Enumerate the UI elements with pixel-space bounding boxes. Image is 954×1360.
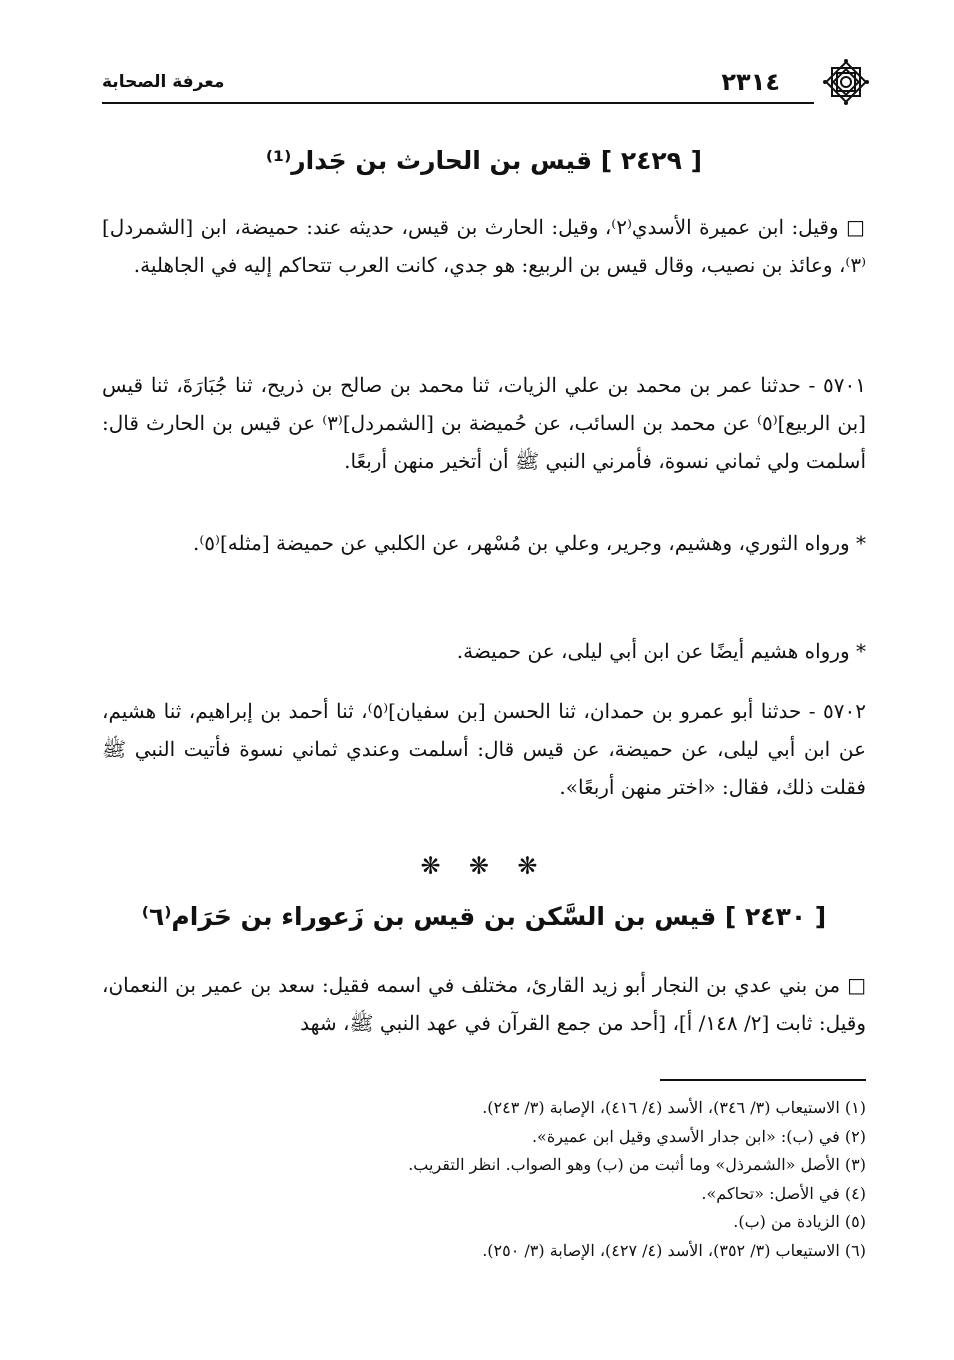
narration-hushaym: [102, 632, 866, 670]
entry-title-2429: [ ٢٤٢٩ ] قيس بن الحارث بن جَدار⁽¹⁾: [265, 146, 703, 175]
footnote: (٥) الزيادة من (ب).: [733, 1212, 866, 1231]
footnote: (٤) في الأصل: «تحاكم».: [701, 1183, 866, 1203]
header-rule: [102, 102, 814, 104]
hadith-paragraph: ٥٧٠٢ - حدثنا أبو عمرو بن حمدان، ثنا الحسن [بن سفيان]⁽٥⁾، ثنا أحمد بن إبراهيم، ثنا هشيم، عن ابن أبي ليلى، عن حميضة، عن قيس قال: أسلمت وعندي ثماني نسوة فأتيت النبي ﷺ فقلت ذلك، فقال: «اختر منهن أربعًا».: [102, 699, 866, 799]
footnote-rule: [660, 1079, 866, 1081]
page-number: ٢٣١٤: [721, 68, 780, 96]
footnote: (٣) الأصل «الشمرذل» وما أثبت من (ب) وهو الصواب. انظر التقريب.: [408, 1155, 866, 1174]
narration-paragraph: * ورواه هشيم أيضًا عن ابن أبي ليلى، عن حميضة.: [456, 639, 866, 663]
page-header: [102, 58, 870, 104]
intro-paragraph: □ من بني عدي بن النجار أبو زيد القارئ، مختلف في اسمه فقيل: سعد بن عمير بن النعمان، وقيل: ثابت [٢/ ١٤٨/ أ]، [أحد من جمع القرآن في عهد النبي ﷺ، شهد: [102, 973, 866, 1035]
narration-thawri: [102, 524, 866, 562]
intro-paragraph: □ وقيل: ابن عميرة الأسدي⁽٢⁾، وقيل: الحارث بن قيس، حديثه عند: حميضة، ابن [الشمردل]⁽٣⁾، وعائذ بن نصيب، وقال قيس بن الربيع: هو جدي، كانت العرب تتحاكم إليه في الجاهلية.: [102, 215, 866, 277]
hadith-5701: [102, 366, 866, 480]
entry-title-2430: [ ٢٤٣٠ ] قيس بن السَّكن بن قيس بن زَعوراء بن حَرَام⁽٦⁾: [141, 902, 827, 931]
star-ornament-icon: [822, 58, 870, 106]
running-title: معرفة الصحابة: [102, 72, 225, 92]
hadith-5702: [102, 692, 866, 806]
footnote: (١) الاستيعاب (٣/ ٣٤٦)، الأسد (٤/ ٤١٦)، الإصابة (٣/ ٢٤٣).: [482, 1098, 866, 1117]
entry-intro-2429: [102, 208, 866, 284]
section-separator: ❋ ❋ ❋: [420, 852, 548, 880]
hadith-paragraph: ٥٧٠١ - حدثنا عمر بن محمد بن علي الزيات، ثنا محمد بن صالح بن ذريح، ثنا جُبَارَةَ، ثنا قيس [بن الربيع]⁽٥⁾ عن محمد بن السائب، عن حُميضة بن [الشمردل]⁽٣⁾ عن قيس بن الحارث قال: أسلمت ولي ثماني نسوة، فأمرني النبي ﷺ أن أتخير منهن أربعًا.: [102, 373, 866, 473]
footnote: (٢) في (ب): «ابن جدار الأسدي وقيل ابن عميرة».: [531, 1126, 866, 1146]
narration-paragraph: * ورواه الثوري، وهشيم، وجرير، وعلي بن مُسْهر، عن الكلبي عن حميضة [مثله]⁽٥⁾.: [193, 531, 866, 555]
footnotes: [102, 1094, 866, 1265]
entry-intro-2430: [102, 966, 866, 1042]
footnote: (٦) الاستيعاب (٣/ ٣٥٢)، الأسد (٤/ ٤٢٧)، الإصابة (٣/ ٢٥٠).: [482, 1240, 866, 1260]
